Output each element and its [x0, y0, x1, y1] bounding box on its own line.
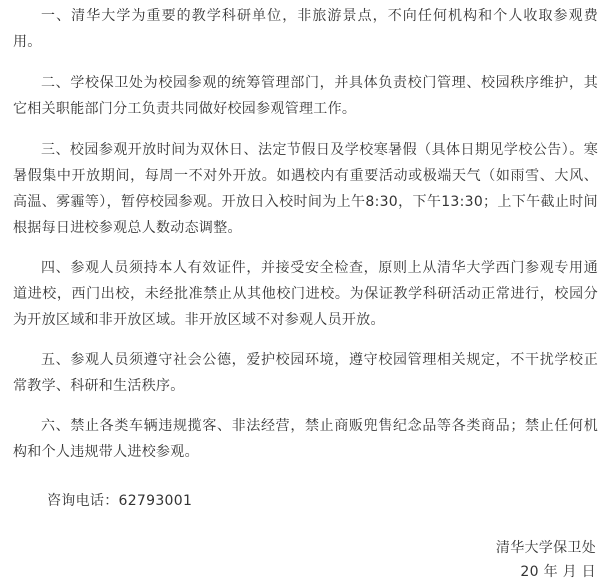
rule-paragraph-6: 六、禁止各类车辆违规揽客、非法经营，禁止商贩兜售纪念品等各类商品；禁止任何机构和个人违规带人进校参观。: [13, 418, 598, 460]
issue-date: 20 年 月 日: [520, 564, 596, 580]
contact-phone: 咨询电话：62793001: [47, 493, 193, 509]
rule-paragraph-3: 三、校园参观开放时间为双休日、法定节假日及学校寒暑假（具体日期见学校公告）。寒暑假集中开放期间，每周一不对外开放。如遇校内有重要活动或极端天气（如雨雪、大风、高温、雾霾等），暂停校园参观。开放日入校时间为上午8:30，下午13:30；上下午截止时间根据每日进校参观总人数动态调整。: [13, 142, 598, 236]
rule-paragraph-2: 二、学校保卫处为校园参观的统筹管理部门，并具体负责校门管理、校园秩序维护，其它相关职能部门分工负责共同做好校园参观管理工作。: [13, 75, 598, 117]
rule-paragraph-1: 一、清华大学为重要的教学科研单位，非旅游景点，不向任何机构和个人收取参观费用。: [13, 8, 598, 50]
issuer-signature: 清华大学保卫处: [495, 540, 596, 556]
rule-paragraph-5: 五、参观人员须遵守社会公德，爱护校园环境，遵守校园管理相关规定，不干扰学校正常教学、科研和生活秩序。: [13, 352, 598, 394]
rule-paragraph-4: 四、参观人员须持本人有效证件，并接受安全检查，原则上从清华大学西门参观专用通道进校，西门出校，未经批准禁止从其他校门进校。为保证教学科研活动正常进行，校园分为开放区域和非开放区域。非开放区域不对参观人员开放。: [13, 260, 598, 328]
